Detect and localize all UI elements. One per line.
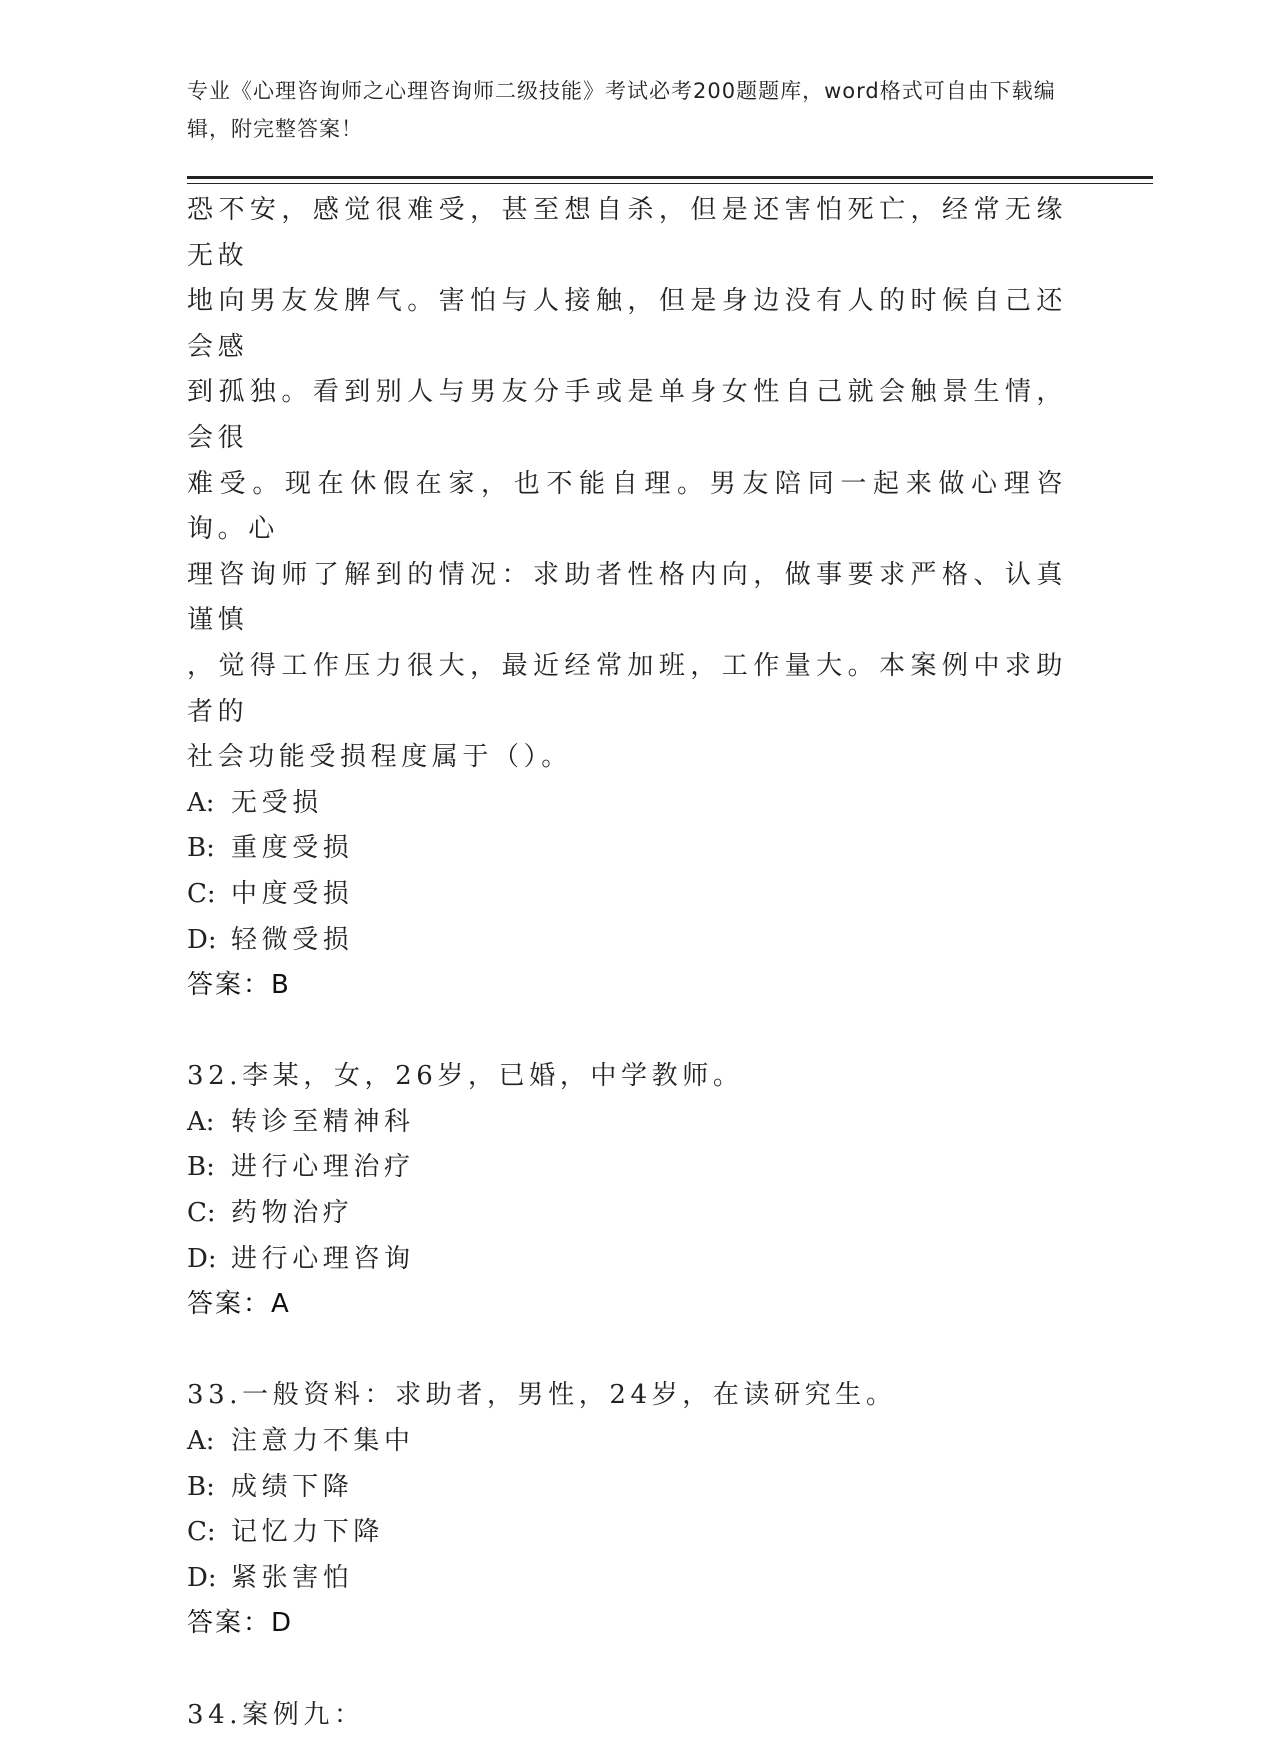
option-text: 紧张害怕 [231,1562,354,1593]
question-32-title: 32.李某，女，26岁，已婚，中学教师。 [187,1061,744,1092]
answer-value: A [271,1289,290,1320]
stem-line: 理咨询师了解到的情况：求助者性格内向，做事要求严格、认真谨慎 [187,559,1067,636]
question-31-stem [187,188,1067,781]
option-text: 进行心理治疗 [231,1152,415,1183]
option-text: 中度受损 [231,878,354,909]
stem-line: 地向男友发脾气。害怕与人接触，但是身边没有人的时候自己还会感 [187,286,1067,362]
option-key: A: [187,1426,215,1457]
answer-line [187,1282,1067,1328]
option-text: 记忆力下降 [231,1517,385,1548]
option-text: 无受损 [231,787,323,818]
option-d [187,1237,1067,1283]
option-key: B: [187,833,215,864]
question-33-title: 33.一般资料：求助者，男性，24岁，在读研究生。 [187,1380,897,1411]
option-c [187,1191,1067,1237]
answer-value: B [271,970,290,1001]
question-34-title: 34.案例九： [187,1699,365,1730]
stem-line: 到孤独。看到别人与男友分手或是单身女性自己就会触景生情，会很 [187,377,1067,453]
option-key: B: [187,1152,215,1183]
answer-line [187,1601,1067,1647]
option-key: D: [187,1562,217,1593]
option-d [187,918,1067,964]
option-text: 注意力不集中 [231,1426,415,1457]
question-32-options [187,1100,1067,1282]
option-b [187,1465,1067,1511]
option-text: 药物治疗 [231,1198,354,1229]
option-a [187,781,1067,827]
answer-label: 答案： [187,970,272,1001]
answer-value: D [271,1608,293,1639]
option-b [187,1145,1067,1191]
stem-line: 恐不安，感觉很难受，甚至想自杀，但是还害怕死亡，经常无缘无故 [187,195,1067,271]
option-key: A: [187,787,215,818]
header-divider-thick [187,176,1153,179]
option-b [187,826,1067,872]
option-key: D: [187,924,217,955]
option-key: B: [187,1471,215,1502]
option-text: 转诊至精神科 [231,1106,415,1137]
page-header-title: 专业《心理咨询师之心理咨询师二级技能》考试必考200题题库，word格式可自由下载编辑，附完整答案！ [187,79,1056,141]
option-key: C: [187,1198,216,1229]
option-text: 重度受损 [231,833,354,864]
option-text: 进行心理咨询 [231,1243,415,1274]
spacer [187,1647,1067,1693]
spacer [187,1009,1067,1055]
stem-line: ，觉得工作压力很大，最近经常加班，工作量大。本案例中求助者的 [187,650,1067,727]
answer-label: 答案： [187,1289,272,1320]
option-c [187,1510,1067,1556]
option-a [187,1419,1067,1465]
option-key: D: [187,1243,217,1274]
option-d [187,1556,1067,1602]
stem-line: 难受。现在休假在家，也不能自理。男友陪同一起来做心理咨询。心 [187,468,1067,545]
option-a [187,1100,1067,1146]
option-text: 轻微受损 [231,924,354,955]
answer-line [187,963,1067,1009]
stem-line: 社会功能受损程度属于（）。 [187,742,572,773]
option-text: 成绩下降 [231,1471,354,1502]
option-key: A: [187,1106,215,1137]
option-key: C: [187,1517,216,1548]
option-key: C: [187,878,216,909]
question-33-options [187,1419,1067,1601]
header-divider-thin [187,183,1153,184]
document-body [187,188,1067,1738]
answer-label: 答案： [187,1608,272,1639]
spacer [187,1328,1067,1374]
question-31-options [187,781,1067,963]
option-c [187,872,1067,918]
